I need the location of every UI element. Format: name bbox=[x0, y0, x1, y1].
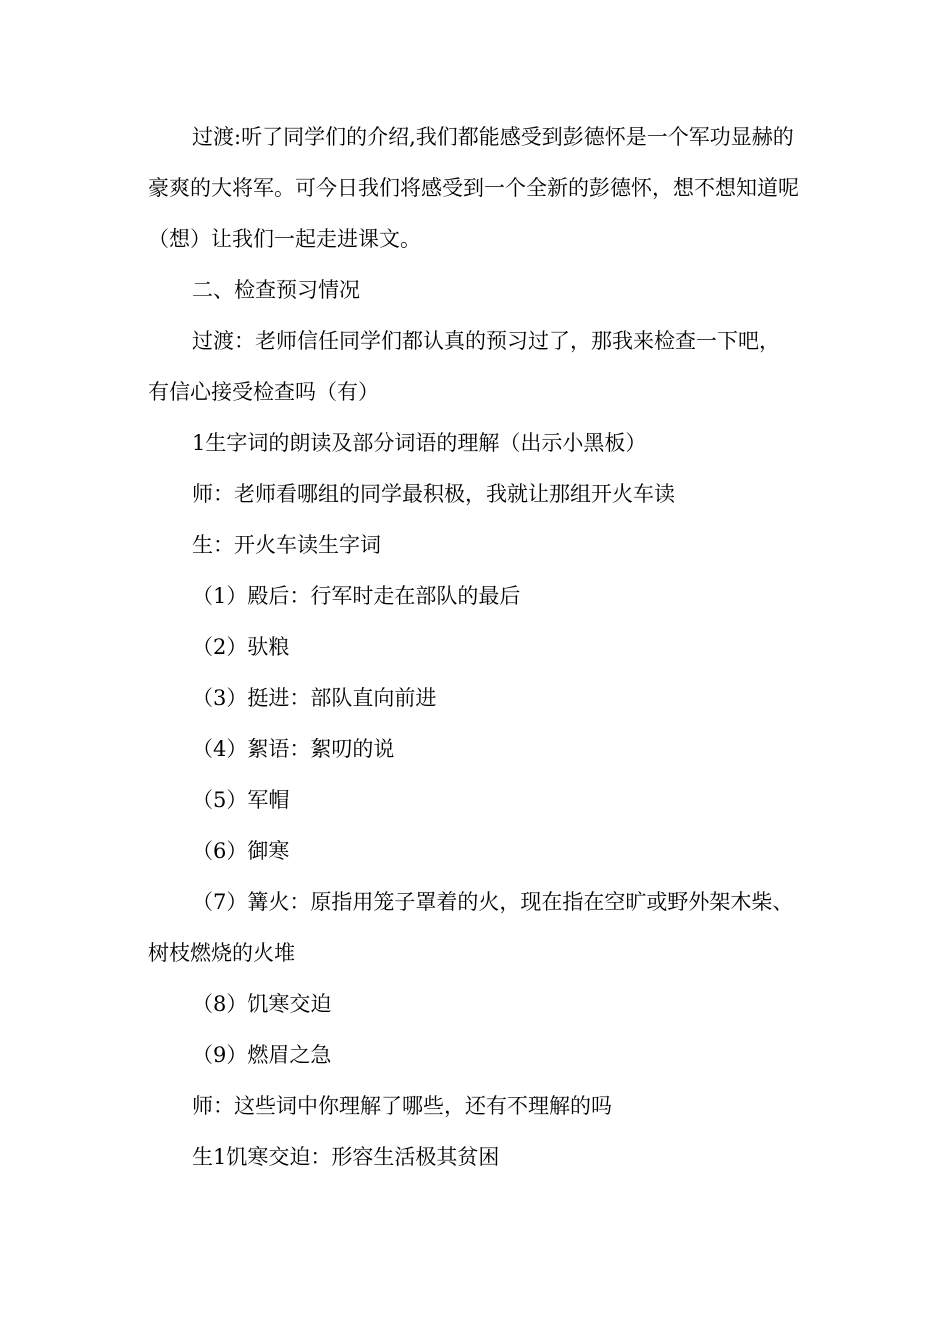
paragraph-transition-intro: 过渡:听了同学们的介绍,我们都能感受到彭德怀是一个军功显赫的豪爽的大将军。可今日我们将感受到一个全新的彭德怀，想不想知道呢（想）让我们一起走进课文。 bbox=[148, 125, 799, 251]
section-heading-check-preview: 二、检查预习情况 bbox=[192, 278, 360, 302]
document-body bbox=[148, 112, 800, 1183]
paragraph-teacher-question: 师：这些词中你理解了哪些，还有不理解的吗 bbox=[192, 1094, 612, 1118]
vocab-item-7: （7）篝火：原指用笼子罩着的火，现在指在空旷或野外架木柴、树枝燃烧的火堆 bbox=[148, 890, 794, 965]
vocab-item-4: （4）絮语：絮叨的说 bbox=[192, 737, 395, 761]
vocab-item-9: （9）燃眉之急 bbox=[192, 1043, 332, 1067]
paragraph-vocab-reading: 1生字词的朗读及部分词语的理解（出示小黑板） bbox=[192, 431, 647, 455]
paragraph-student-reading: 生：开火车读生字词 bbox=[192, 533, 381, 557]
vocab-item-6: （6）御寒 bbox=[192, 839, 290, 863]
vocab-item-8: （8）饥寒交迫 bbox=[192, 992, 332, 1016]
paragraph-transition-check: 过渡：老师信任同学们都认真的预习过了，那我来检查一下吧，有信心接受检查吗（有） bbox=[148, 329, 780, 404]
vocab-item-5: （5）军帽 bbox=[192, 788, 290, 812]
paragraph-teacher-prompt: 师：老师看哪组的同学最积极，我就让那组开火车读 bbox=[192, 482, 675, 506]
paragraph-student-answer: 生1饥寒交迫：形容生活极其贫困 bbox=[192, 1145, 500, 1169]
vocab-item-2: （2）驮粮 bbox=[192, 635, 290, 659]
vocab-item-1: （1）殿后：行军时走在部队的最后 bbox=[192, 584, 521, 608]
vocab-item-3: （3）挺进：部队直向前进 bbox=[192, 686, 437, 710]
